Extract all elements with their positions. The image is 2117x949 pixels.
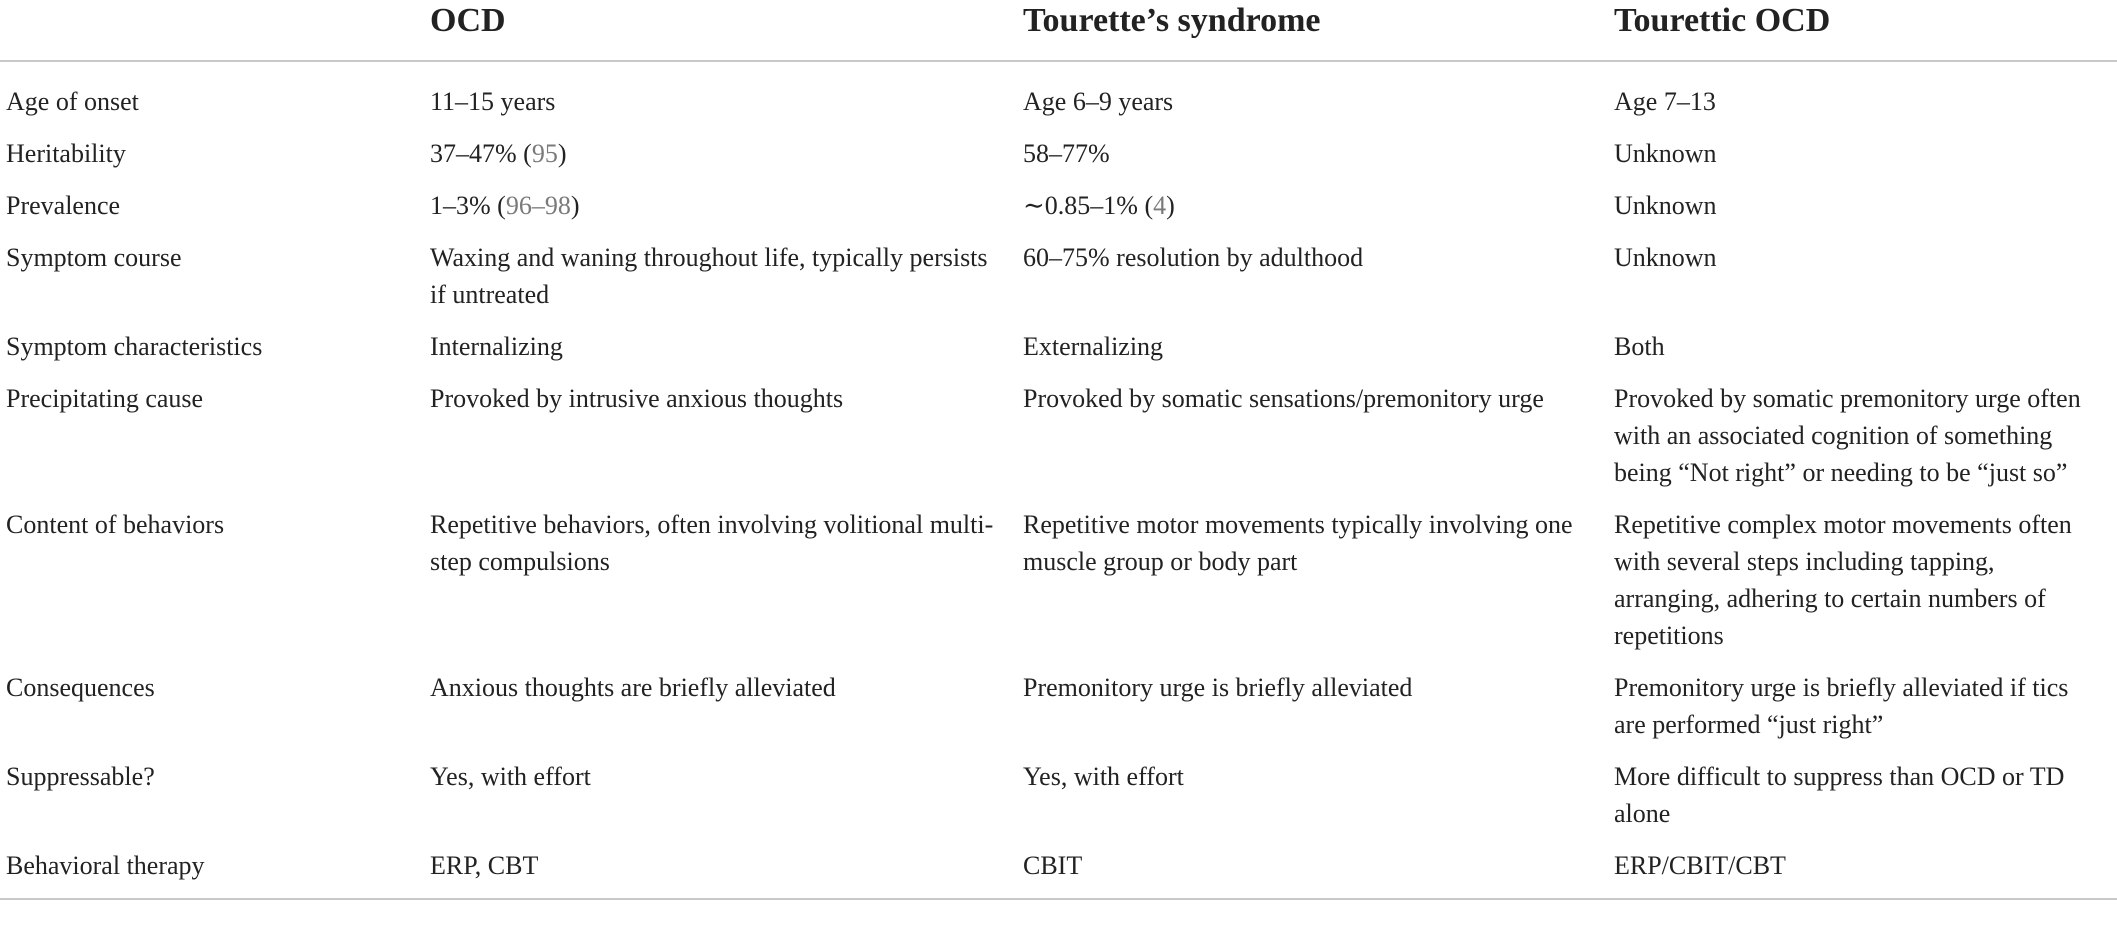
cell-ocd: Anxious thoughts are briefly alleviated — [430, 673, 836, 702]
cell-tourettes: 60–75% resolution by adulthood — [1023, 243, 1364, 272]
table-row — [0, 506, 2117, 669]
cell-tourettic-ocd: Age 7–13 — [1614, 87, 1716, 116]
row-label: Symptom course — [6, 243, 182, 272]
row-label: Age of onset — [6, 87, 139, 116]
cell-tourettes: 58–77% — [1023, 139, 1110, 168]
cell-ocd: Repetitive behaviors, often involving volitional multi-step compulsions — [430, 510, 994, 576]
cell-tourettic-ocd: Provoked by somatic premonitory urge often with an associated cognition of something being “Not right” or needing to be “just so” — [1614, 384, 2081, 487]
cell-text: ) — [570, 191, 580, 220]
header-tourettes-syndrome: Tourette’s syndrome — [1023, 0, 1614, 61]
cell-tourettic-ocd: Both — [1614, 332, 1665, 361]
cell-ocd: 11–15 years — [430, 87, 556, 116]
row-label: Prevalence — [6, 191, 121, 220]
table-row — [0, 187, 2117, 239]
table-row — [0, 847, 2117, 899]
reference-link[interactable]: 4 — [1153, 191, 1167, 220]
row-label: Consequences — [6, 673, 155, 702]
header-row — [0, 0, 2117, 61]
cell-ocd — [430, 135, 1023, 187]
cell-tourettic-ocd: Unknown — [1614, 191, 1717, 220]
cell-tourettes: Age 6–9 years — [1023, 87, 1174, 116]
table-header — [0, 0, 2117, 61]
cell-tourettic-ocd: More difficult to suppress than OCD or TD alone — [1614, 762, 2065, 828]
table-row — [0, 61, 2117, 135]
row-label: Content of behaviors — [6, 510, 225, 539]
cell-ocd: Provoked by intrusive anxious thoughts — [430, 384, 844, 413]
cell-text: 37–47% ( — [430, 139, 532, 168]
cell-text: 1–3% ( — [430, 191, 506, 220]
cell-tourettic-ocd: ERP/CBIT/CBT — [1614, 847, 2117, 899]
row-label: Precipitating cause — [6, 384, 204, 413]
cell-text: ) — [1166, 191, 1175, 220]
cell-ocd: ERP, CBT — [430, 847, 1023, 899]
header-empty — [0, 0, 430, 61]
header-ocd: OCD — [430, 0, 1023, 61]
cell-ocd: Internalizing — [430, 332, 563, 361]
cell-tourettic-ocd: Premonitory urge is briefly alleviated if tics are performed “just right” — [1614, 673, 2069, 739]
cell-tourettic-ocd: Unknown — [1614, 139, 1717, 168]
cell-tourettic-ocd: Repetitive complex motor movements often with several steps including tapping, arranging, adhering to certain numbers of repetitions — [1614, 510, 2072, 650]
reference-link[interactable]: 95 — [531, 139, 558, 168]
cell-tourettes: CBIT — [1023, 847, 1614, 899]
cell-text: ) — [557, 139, 567, 168]
table-row — [0, 380, 2117, 506]
row-label: Suppressable? — [6, 762, 155, 791]
table-body — [0, 61, 2117, 899]
table-row — [0, 239, 2117, 328]
cell-tourettes: Premonitory urge is briefly alleviated — [1023, 673, 1413, 702]
cell-ocd — [430, 187, 1023, 239]
table-row — [0, 135, 2117, 187]
table-row — [0, 669, 2117, 758]
reference-link[interactable]: 96–98 — [505, 191, 571, 220]
cell-tourettes: Provoked by somatic sensations/premonitory urge — [1023, 384, 1544, 413]
cell-tourettes: Yes, with effort — [1023, 762, 1184, 791]
cell-tourettes: Repetitive motor movements typically involving one muscle group or body part — [1023, 510, 1573, 576]
cell-ocd: Yes, with effort — [430, 762, 591, 791]
row-label: Heritability — [6, 139, 126, 168]
table-row — [0, 758, 2117, 847]
cell-tourettic-ocd: Unknown — [1614, 243, 1717, 272]
cell-ocd: Waxing and waning throughout life, typically persists if untreated — [430, 243, 988, 309]
row-label: Behavioral therapy — [0, 847, 430, 899]
cell-tourettes: Externalizing — [1023, 332, 1164, 361]
table-row — [0, 328, 2117, 380]
row-label: Symptom characteristics — [6, 332, 263, 361]
cell-tourettes — [1023, 187, 1614, 239]
header-tourettic-ocd: Tourettic OCD — [1614, 0, 2117, 61]
cell-text: ∼0.85–1% ( — [1023, 191, 1154, 220]
